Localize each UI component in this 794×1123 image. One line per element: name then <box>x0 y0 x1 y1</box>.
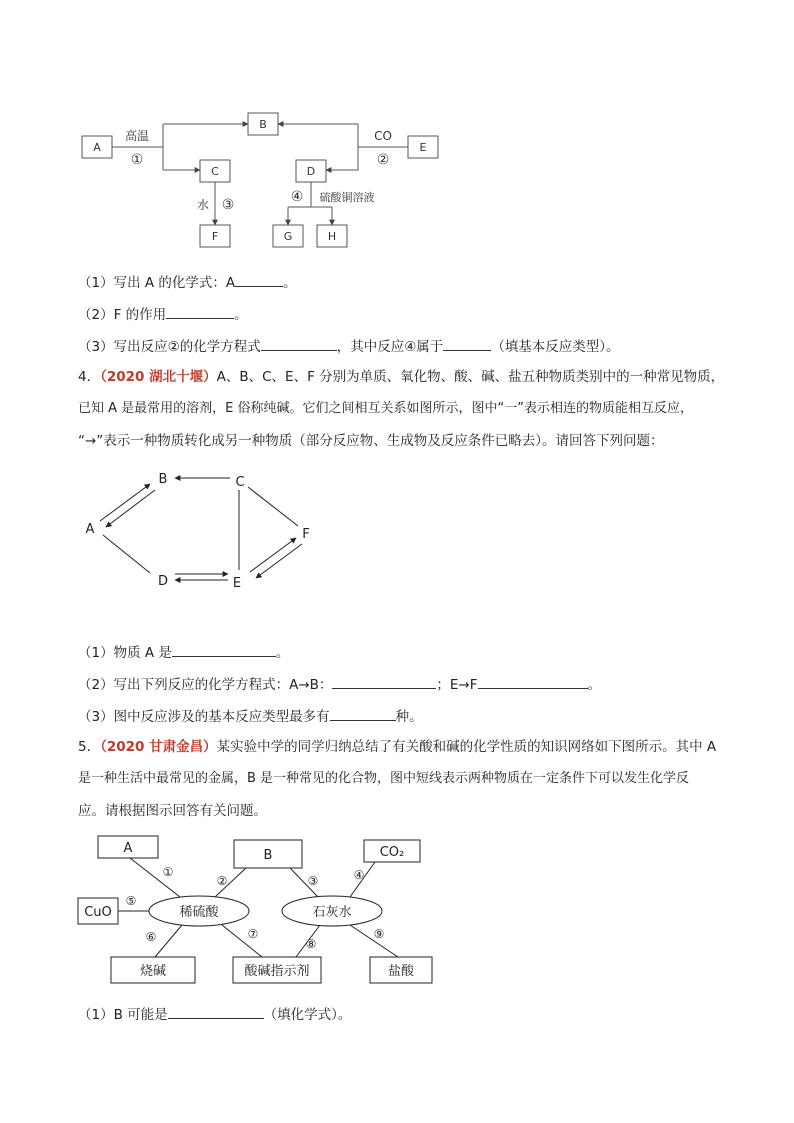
q4-sub1: （1）物质 A 是 。 <box>78 642 289 662</box>
answer-blank[interactable] <box>261 336 337 351</box>
node-a: A <box>85 522 95 537</box>
reaction-num-8: ⑧ <box>305 937 317 951</box>
answer-blank[interactable] <box>235 272 283 287</box>
node-d: D <box>157 574 169 589</box>
q4-stem-line2: 已知 A 是最常用的溶剂，E 俗称纯碱。它们之间相互关系如图所示，图中“一”表示相连的物质能相互反应， <box>78 401 693 416</box>
node-h: H <box>327 230 337 243</box>
reaction-num-4: ④ <box>353 868 365 882</box>
q4-source: （2020 湖北十堰） <box>100 369 217 385</box>
q5-stem-line3: 应。请根据图示回答有关问题。 <box>78 803 267 819</box>
answer-blank[interactable] <box>166 304 234 319</box>
diagram-1 <box>0 0 794 260</box>
q4-sub3: （3）图中反应涉及的基本反应类型最多有 种。 <box>78 706 423 726</box>
answer-blank[interactable] <box>168 1004 264 1019</box>
q4-sub2: （2）写出下列反应的化学方程式：A→B： ；E→F 。 <box>78 674 601 694</box>
label-water: 水 <box>196 198 210 212</box>
ellipse-xiliusuan-label: 稀硫酸 <box>179 905 219 920</box>
node-b: B <box>158 472 168 487</box>
node-f: F <box>302 527 310 542</box>
q5-stem-line2: 是一种生活中最常见的金属，B 是一种常见的化合物，图中短线表示两种物质在一定条件下可以发生化学反 <box>78 771 690 786</box>
node-a: A <box>93 141 101 154</box>
node-f: F <box>211 230 219 243</box>
answer-blank[interactable] <box>332 674 436 689</box>
answer-blank[interactable] <box>478 674 588 689</box>
label-cuso4: 硫酸铜溶液 <box>319 191 375 204</box>
reaction-num-1: ① <box>162 865 174 879</box>
q3-sub2: （2）F 的作用 。 <box>78 304 248 324</box>
q5-stem-line1: 5．（2020 甘肃金昌）某实验中学的同学归纳总结了有关酸和碱的化学性质的知识网络如下图所示。其中 A <box>78 739 717 755</box>
label-r1: ① <box>130 152 144 168</box>
reaction-num-3: ③ <box>307 874 319 888</box>
label-co: CO <box>374 129 392 143</box>
answer-blank[interactable] <box>330 706 396 721</box>
diagram-3 <box>0 830 794 990</box>
box-co2-label: CO₂ <box>379 845 405 860</box>
reaction-num-2: ② <box>216 874 228 888</box>
answer-blank[interactable] <box>443 336 491 351</box>
q4-stem-line3: “→”表示一种物质转化成另一种物质（部分反应物、生成物及反应条件已略去）。请回答下列问题： <box>78 433 664 449</box>
reaction-num-5: ⑤ <box>125 894 137 908</box>
q5-sub1: （1）B 可能是 （填化学式）。 <box>78 1004 351 1024</box>
node-d: D <box>306 165 316 178</box>
node-b: B <box>259 118 267 131</box>
box-cuo-label: CuO <box>84 905 112 920</box>
label-gaowen: 高温 <box>124 129 150 143</box>
box-b-label: B <box>263 848 273 863</box>
reaction-num-9: ⑨ <box>373 927 385 941</box>
q3-sub1: （1）写出 A 的化学式：A 。 <box>78 272 297 292</box>
q5-source: （2020 甘肃金昌） <box>100 739 217 755</box>
label-r2: ② <box>376 152 390 168</box>
label-r4: ④ <box>290 189 304 205</box>
diagram-2 <box>0 460 794 600</box>
node-c: C <box>235 475 245 490</box>
q4-stem-line1: 4．（2020 湖北十堰）A、B、C、E、F 分别为单质、氧化物、酸、碱、盐五种物质类别中的一种常见物质， <box>78 369 725 385</box>
box-yansuan-label: 盐酸 <box>387 964 415 979</box>
node-g: G <box>283 230 293 243</box>
q3-sub3: （3）写出反应②的化学方程式 ，其中反应④属于 （填基本反应类型）。 <box>78 336 620 356</box>
answer-blank[interactable] <box>172 642 276 657</box>
box-shaojian-label: 烧碱 <box>139 964 167 979</box>
ellipse-shihuishui-label: 石灰水 <box>312 905 352 920</box>
box-a-label: A <box>123 841 133 856</box>
node-c: C <box>211 165 219 178</box>
node-e: E <box>419 141 427 154</box>
reaction-num-7: ⑦ <box>247 927 259 941</box>
box-zhishiji-label: 酸碱指示剂 <box>244 964 310 979</box>
node-e: E <box>232 576 242 591</box>
label-r3: ③ <box>221 197 235 213</box>
reaction-num-6: ⑥ <box>145 930 157 944</box>
